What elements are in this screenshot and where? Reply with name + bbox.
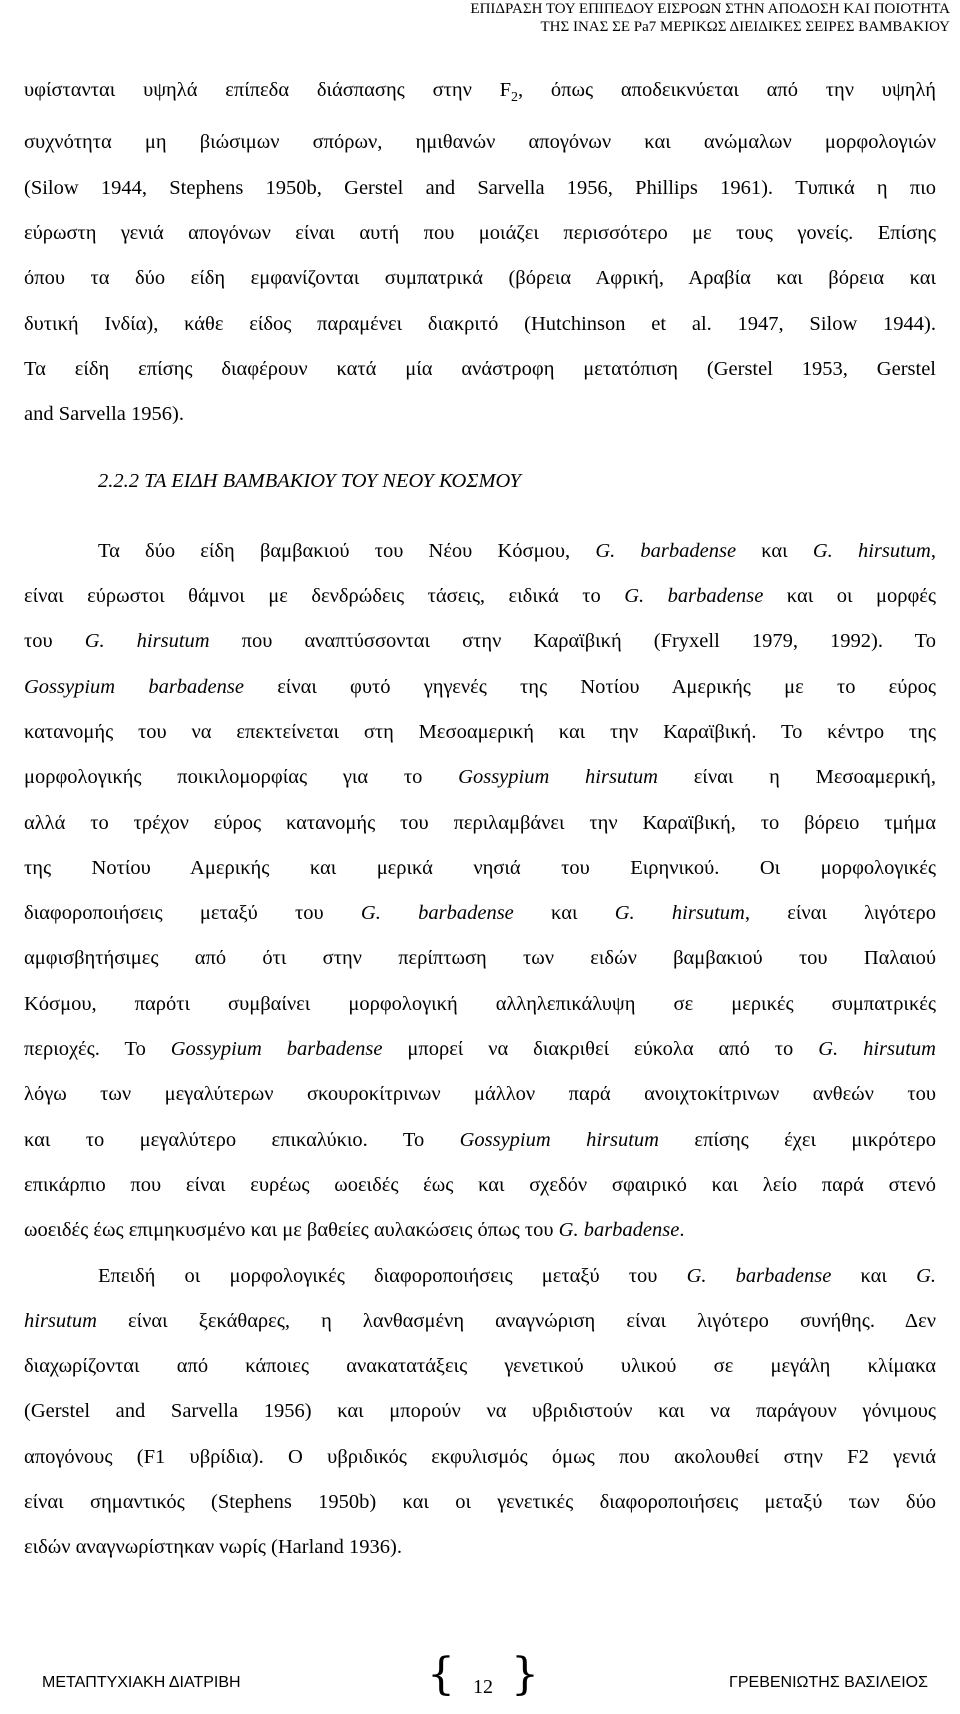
text-line: εύρωστη γενιά απογόνων είναι αυτή που μοιάζει περισσότερο με τους γονείς. Επίσης bbox=[24, 221, 936, 244]
footer-thesis-label: ΜΕΤΑΠΤΥΧΙΑΚΗ ΔΙΑΤΡΙΒΗ bbox=[42, 1674, 241, 1691]
text-line: Τα δύο είδη βαμβακιού του Νέου Κόσμου, G. barbadense και G. hirsutum, bbox=[98, 539, 936, 562]
left-brace-icon: { bbox=[427, 1649, 455, 1700]
text-line: Κόσμου, παρότι συμβαίνει μορφολογική αλληλεπικάλυψη σε μερικές συμπατρικές bbox=[24, 992, 936, 1015]
text-line: και το μεγαλύτερο επικαλύκιο. Το Gossypium hirsutum επίσης έχει μικρότερο bbox=[24, 1128, 936, 1151]
running-header-line-2: ΤΗΣ ΙΝΑΣ ΣΕ Pa7 ΜΕΡΙΚΩΣ ΔΙΕΙΔΙΚΕΣ ΣΕΙΡΕΣ ΒΑΜΒΑΚΙΟΥ bbox=[540, 19, 950, 35]
text-line: συχνότητα μη βιώσιμων σπόρων, ημιθανών απογόνων και ανώμαλων μορφολογιών bbox=[24, 131, 936, 154]
subscript: 2 bbox=[511, 90, 519, 106]
text-line: Επειδή οι μορφολογικές διαφοροποιήσεις μεταξύ του G. barbadense και G. bbox=[98, 1264, 937, 1287]
text-line: μορφολογικής ποικιλομορφίας για το Gossypium hirsutum είναι η Μεσοαμερική, bbox=[24, 766, 936, 789]
text-line: κατανομής του να επεκτείνεται στη Μεσοαμερική και την Καραϊβική. Το κέντρο της bbox=[24, 720, 936, 743]
text-line: Gossypium barbadense είναι φυτό γηγενές της Νοτίου Αμερικής με το εύρος bbox=[24, 675, 937, 698]
text-line: της Νοτίου Αμερικής και μερικά νησιά του Ειρηνικού. Οι μορφολογικές bbox=[24, 856, 936, 879]
text-line: του G. hirsutum που αναπτύσσονται στην Καραϊβική (Fryxell 1979, 1992). Το bbox=[24, 630, 937, 653]
text-line: είναι εύρωστοι θάμνοι με δενδρώδεις τάσεις, ειδικά το G. barbadense και οι μορφές bbox=[24, 585, 936, 608]
text-line: ειδών αναγνωρίστηκαν νωρίς (Harland 1936). bbox=[24, 1536, 402, 1559]
right-brace-icon: } bbox=[511, 1649, 539, 1700]
text-line: αλλά το τρέχον εύρος κατανομής του περιλαμβάνει την Καραϊβική, το βόρειο τμήμα bbox=[24, 811, 936, 834]
page-footer bbox=[24, 1649, 936, 1708]
document-body bbox=[24, 68, 936, 1571]
page-number: 12 bbox=[473, 1676, 493, 1698]
text-line: ωοειδές έως επιμηκυσμένο και με βαθείες αυλακώσεις όπως του G. barbadense. bbox=[24, 1219, 685, 1242]
running-header bbox=[50, 0, 950, 36]
text-line: περιοχές. Το Gossypium barbadense μπορεί να διακριθεί εύκολα από το G. hirsutum bbox=[24, 1038, 936, 1061]
paragraph-2 bbox=[24, 529, 936, 1254]
text-line: λόγω των μεγαλύτερων σκουροκίτρινων μάλλον παρά ανοιχτοκίτρινων ανθεών του bbox=[24, 1083, 936, 1106]
text-line: δυτική Ινδία), κάθε είδος παραμένει διακριτό (Hutchinson et al. 1947, Silow 1944). bbox=[24, 312, 936, 335]
text-line: αμφισβητήσιμες από ότι στην περίπτωση των ειδών βαμβακιού του Παλαιού bbox=[24, 947, 936, 970]
text-line: απογόνους (F1 υβρίδια). Ο υβριδικός εκφυλισμός όμως που ακολουθεί στην F2 γενιά bbox=[24, 1445, 936, 1468]
text-line: διαφοροποιήσεις μεταξύ του G. barbadense και G. hirsutum, είναι λιγότερο bbox=[24, 902, 936, 925]
text-line: (Silow 1944, Stephens 1950b, Gerstel and Sarvella 1956, Phillips 1961). Τυπικά η πιο bbox=[24, 176, 936, 199]
section-heading: 2.2.2 ΤΑ ΕΙΔΗ ΒΑΜΒΑΚΙΟΥ ΤΟΥ ΝΕΟΥ ΚΟΣΜΟΥ bbox=[98, 470, 521, 493]
text-line: επικάρπιο που είναι ευρέως ωοειδές έως και σχεδόν σφαιρικό και λείο παρά στενό bbox=[24, 1173, 936, 1196]
running-header-line-1: ΕΠΙΔΡΑΣΗ ΤΟΥ ΕΠΙΠΕΔΟΥ ΕΙΣΡΟΩΝ ΣΤΗΝ ΑΠΟΔΟΣΗ ΚΑΙ ΠΟΙΟΤΗΤΑ bbox=[470, 1, 950, 17]
paragraph-3 bbox=[24, 1254, 936, 1571]
text-line: hirsutum είναι ξεκάθαρες, η λανθασμένη αναγνώριση είναι λιγότερο συνήθης. Δεν bbox=[24, 1309, 936, 1332]
page-number-box bbox=[427, 1649, 539, 1706]
text-line: όπου τα δύο είδη εμφανίζονται συμπατρικά (βόρεια Αφρική, Αραβία και βόρεια και bbox=[24, 267, 936, 290]
text-line: διαχωρίζονται από κάποιες ανακατατάξεις γενετικού υλικού σε μεγάλη κλίμακα bbox=[24, 1355, 936, 1378]
paragraph-1 bbox=[24, 68, 936, 437]
text-line: and Sarvella 1956). bbox=[24, 403, 184, 426]
text-line: υφίστανται υψηλά επίπεδα διάσπασης στην $F_2$, όπως αποδεικνύεται από την υψηλή bbox=[24, 79, 936, 106]
text-line: Τα είδη επίσης διαφέρουν κατά μία ανάστροφη μετατόπιση (Gerstel 1953, Gerstel bbox=[24, 357, 936, 380]
footer-author-name: ΓΡΕΒΕΝΙΩΤΗΣ ΒΑΣΙΛΕΙΟΣ bbox=[729, 1674, 928, 1691]
text-line: (Gerstel and Sarvella 1956) και μπορούν να υβριδιστούν και να παράγουν γόνιμους bbox=[24, 1400, 936, 1423]
text-line: είναι σημαντικός (Stephens 1950b) και οι γενετικές διαφοροποιήσεις μεταξύ των δύο bbox=[24, 1491, 936, 1513]
